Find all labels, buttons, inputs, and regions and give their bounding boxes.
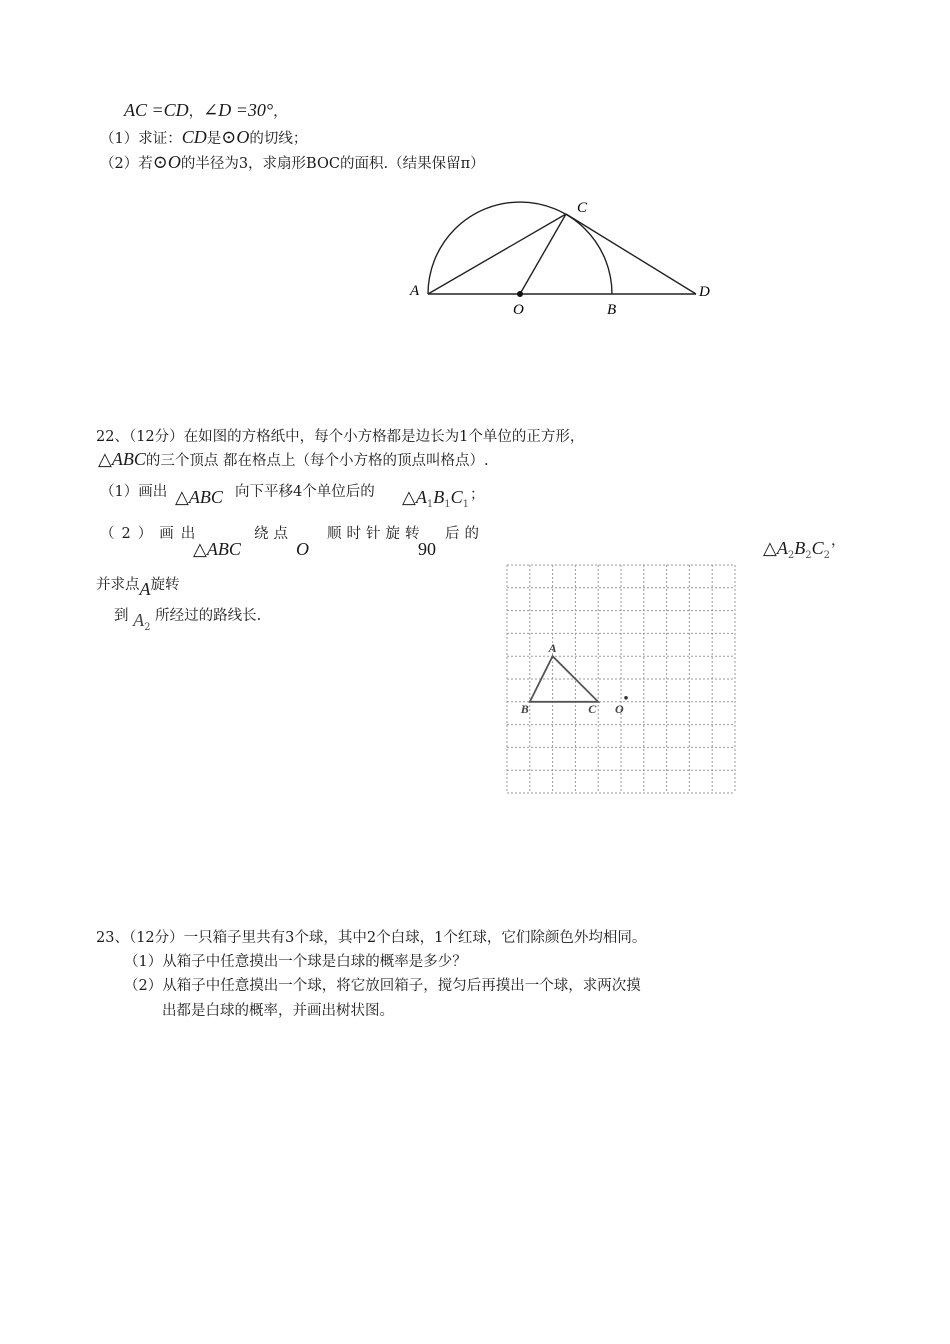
q22-part2-rot: 绕点 (254, 526, 293, 542)
center-point-o (517, 291, 523, 297)
q23-part1: （1）从箱子中任意摸出一个球是白球的概率是多少？ (124, 954, 467, 970)
math-b2: B (794, 538, 806, 558)
label-d: D (699, 284, 710, 300)
label-a: A (410, 283, 420, 299)
math-a: A (139, 579, 151, 599)
subscript: 2 (787, 550, 795, 561)
text: 旋转 (150, 577, 180, 593)
grid-label-o: O (615, 701, 624, 716)
separator: ， (273, 104, 288, 120)
q22-part1-prefix: （1）画出 (100, 484, 168, 500)
math-circle-o: ⊙O (152, 152, 181, 172)
subscript: 2 (144, 622, 151, 633)
tangent-cd (566, 214, 696, 294)
q21-given-line (124, 100, 288, 121)
math-c2: C (811, 538, 824, 558)
q23-heading: 23、（12分）一只箱子里共有3个球，其中2个白球，1个红球，它们除颜色外均相同。 (96, 930, 647, 946)
grid-label-b: B (520, 701, 529, 716)
q22-part2-after: 后的 (445, 526, 484, 542)
math-a1: △A (402, 487, 427, 507)
math-triangle-a2b2c2 (763, 538, 830, 559)
math-b1: B (433, 487, 445, 507)
grid-label-c: C (588, 701, 597, 716)
q22-line2 (98, 449, 489, 470)
part-label: （1）求证： (100, 131, 182, 147)
math-circle-o: ⊙O (221, 127, 250, 147)
math-triangle-abc: △ABC (98, 449, 146, 469)
semicolon: ； (470, 487, 485, 503)
text: 到 (114, 608, 129, 624)
subscript: 2 (805, 550, 812, 561)
q22-part2-prefix: （2）画出 (100, 526, 203, 542)
q23-part2-cont: 出都是白球的概率，并画出树状图。 (162, 1003, 394, 1019)
q23-part2: （2）从箱子中任意摸出一个球，将它放回箱子，搅匀后再摸出一个球，求两次摸 (124, 978, 641, 994)
chord-ac (428, 214, 566, 294)
grid-label-a: A (548, 641, 557, 656)
math-triangle-abc: △ABC (193, 539, 241, 559)
q21-part1 (100, 127, 307, 148)
math-triangle-abc: △ABC (175, 487, 223, 507)
separator: ， (188, 104, 204, 120)
math-a2: △A (763, 538, 788, 558)
text: 所经过的路线长. (155, 608, 262, 624)
q21-semicircle-figure (400, 190, 730, 320)
label-b: B (607, 302, 617, 318)
q22-part4 (114, 604, 262, 633)
label-c: C (577, 200, 588, 216)
text: 是 (206, 131, 222, 147)
math-triangle-a1b1c1 (402, 487, 469, 508)
math-90: 90 (418, 539, 436, 559)
q22-grid-figure (500, 558, 745, 798)
radius-oc (520, 214, 566, 294)
math-ac-eq-cd: AC =CD (124, 100, 189, 120)
math-o: O (296, 539, 309, 559)
point-o (624, 696, 628, 700)
comma: ， (831, 533, 846, 549)
text: 的切线； (249, 131, 308, 147)
q22-part3 (96, 573, 180, 599)
subscript: 1 (462, 499, 469, 510)
text: 的半径为3，求扇形BOC的面积.（结果保留π） (180, 156, 485, 172)
q22-part2-cw: 顺时针旋转 (327, 526, 425, 542)
math-c1: C (450, 487, 463, 507)
subscript: 2 (823, 550, 830, 561)
math-cd: CD (181, 127, 207, 147)
q21-part2 (100, 152, 485, 173)
text: 的三个顶点 都在格点上（每个小方格的顶点叫格点）. (145, 453, 489, 469)
math-a2: A (133, 610, 145, 630)
part-label: （2）若 (100, 156, 153, 172)
subscript: 1 (426, 499, 434, 510)
math-angle-d: ∠D =30° (203, 100, 274, 120)
subscript: 1 (444, 499, 451, 510)
q22-heading: 22、（12分）在如图的方格纸中，每个小方格都是边长为1个单位的正方形， (96, 429, 585, 445)
q22-part1-mid: 向下平移4个单位后的 (235, 484, 375, 500)
text: 并求点 (96, 577, 140, 593)
label-o: O (513, 302, 524, 318)
